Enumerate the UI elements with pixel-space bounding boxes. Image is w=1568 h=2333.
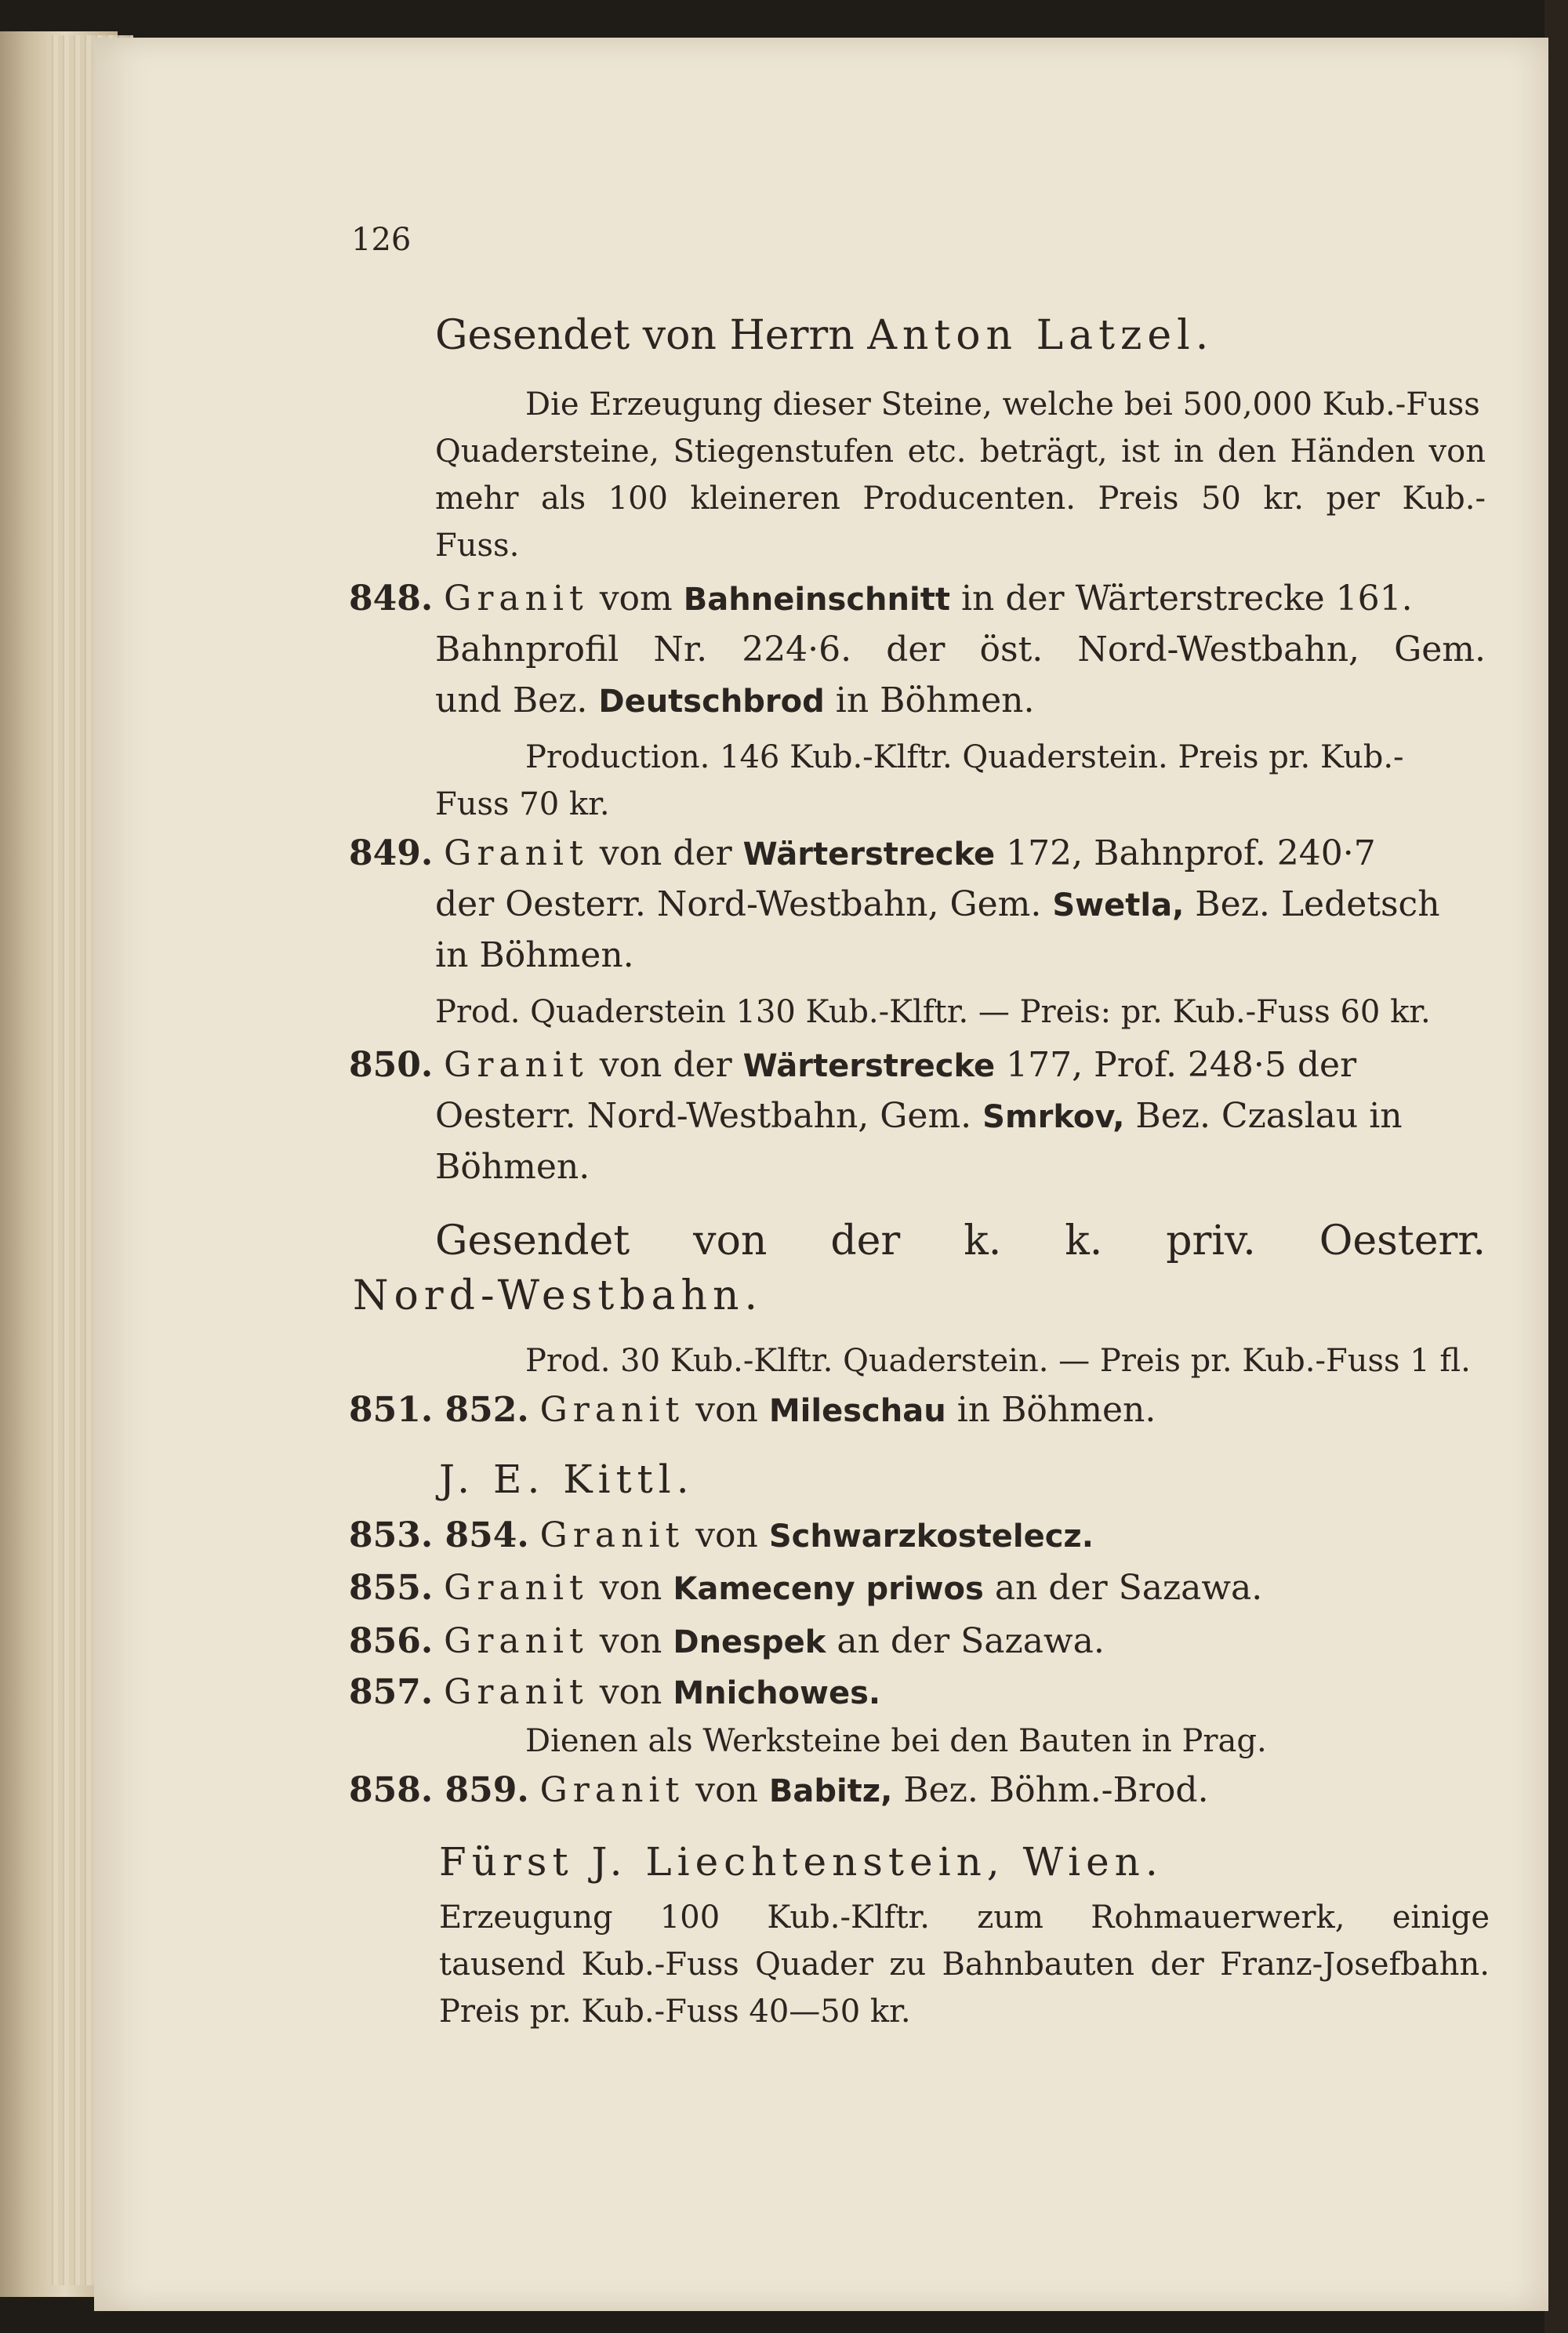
entry-word: Bez. Ledetsch: [1195, 884, 1440, 924]
entry-place: Swetla,: [1052, 887, 1185, 923]
text-line: Prod. Quaderstein 130 Kub.-Klftr. — Preis: pr. Kub.-Fuss 60 kr.: [435, 994, 1431, 1030]
text-line: Fuss.: [435, 528, 520, 564]
entry-word: in der Wärterstrecke 161.: [960, 579, 1413, 619]
entry-851-852: [349, 1390, 1156, 1430]
page-number: 126: [351, 222, 412, 258]
text-line: mehr als 100 kleineren Producenten. Preis 50 kr. per Kub.-: [435, 481, 1486, 517]
entry-857: [349, 1672, 880, 1712]
text-line: Production. 146 Kub.-Klftr. Quaderstein. Preis pr. Kub.-: [525, 739, 1404, 775]
entry-place: Deutschbrod: [598, 684, 825, 720]
heading-liechtenstein: Fürst J. Liechtenstein, Wien.: [439, 1839, 1163, 1885]
entry-number: 851. 852.: [349, 1390, 529, 1430]
text-line: [435, 1096, 1403, 1136]
entry-word: Granit: [539, 1390, 685, 1430]
entry-word: von: [695, 1390, 758, 1430]
entry-word: und Bez.: [435, 680, 588, 720]
entry-place: Schwarzkostelecz.: [768, 1518, 1094, 1555]
entry-word: Granit: [444, 1568, 589, 1608]
entry-word: Granit: [444, 579, 589, 619]
entry-place: Mnichowes.: [673, 1675, 881, 1711]
entry-855: [349, 1568, 1262, 1608]
entry-word: Bez. Böhm.-Brod.: [903, 1770, 1209, 1810]
text-line: in Böhmen.: [435, 935, 634, 975]
entry-856: [349, 1621, 1105, 1661]
entry-word: an der Sazawa.: [837, 1621, 1105, 1661]
entry-849: [349, 833, 1376, 873]
entry-number: 848.: [349, 579, 434, 619]
entry-place: Mileschau: [768, 1393, 946, 1429]
entry-number: 850.: [349, 1045, 434, 1085]
entry-place: Smrkov,: [982, 1099, 1125, 1135]
entry-word: von: [695, 1515, 758, 1555]
entry-word: Granit: [444, 1672, 589, 1712]
entry-word: von: [599, 1621, 662, 1661]
entry-word: von der: [599, 1045, 732, 1085]
text-line: Erzeugung 100 Kub.-Klftr. zum Rohmauerwerk, einige: [439, 1899, 1490, 1936]
text-line: tausend Kub.-Fuss Quader zu Bahnbauten der Franz-Josefbahn.: [439, 1947, 1490, 1983]
entry-word: Granit: [444, 1045, 589, 1085]
heading-prefix: Gesendet von Herrn: [435, 312, 855, 359]
text-line: Prod. 30 Kub.-Klftr. Quaderstein. — Preis pr. Kub.-Fuss 1 fl.: [525, 1343, 1471, 1379]
entry-word: Granit: [444, 1621, 589, 1661]
entry-place: Kameceny priwos: [673, 1571, 984, 1607]
entry-848: [349, 579, 1486, 619]
entry-word: Granit: [444, 833, 589, 873]
entry-word: an der Sazawa.: [994, 1568, 1263, 1608]
entry-place: Wärterstrecke: [742, 1048, 996, 1084]
heading-name: Anton Latzel.: [867, 312, 1214, 359]
entry-word: von: [599, 1568, 662, 1608]
text-line: Dienen als Werksteine bei den Bauten in Prag.: [525, 1723, 1267, 1759]
entry-number: 857.: [349, 1672, 434, 1712]
entry-word: der Oesterr. Nord-Westbahn, Gem.: [435, 884, 1042, 924]
heading-nordwestbahn-2: Nord-Westbahn.: [353, 1272, 764, 1319]
entry-850: [349, 1045, 1356, 1085]
entry-word: Granit: [539, 1515, 685, 1555]
entry-word: 172, Bahnprof. 240·7: [1006, 833, 1376, 873]
text-line: Quadersteine, Stiegenstufen etc. beträgt, ist in den Händen von: [435, 434, 1486, 470]
entry-word: in Böhmen.: [835, 680, 1035, 720]
entry-858-859: [349, 1770, 1209, 1810]
entry-word: 177, Prof. 248·5 der: [1006, 1045, 1357, 1085]
entry-number: 855.: [349, 1568, 434, 1608]
text-line: Fuss 70 kr.: [435, 786, 610, 822]
entry-place: Wärterstrecke: [742, 836, 996, 873]
heading-kittl: J. E. Kittl.: [439, 1457, 695, 1502]
entry-word: vom: [599, 579, 673, 619]
text-line: [435, 884, 1440, 924]
entry-word: von der: [599, 833, 732, 873]
entry-place: Dnespek: [673, 1624, 826, 1660]
entry-word: von: [599, 1672, 662, 1712]
entry-853-854: [349, 1515, 1094, 1555]
entry-word: in Böhmen.: [956, 1390, 1156, 1430]
entry-word: Granit: [539, 1770, 685, 1810]
text-line: Die Erzeugung dieser Steine, welche bei 500,000 Kub.-Fuss: [525, 386, 1480, 423]
entry-word: von: [695, 1770, 758, 1810]
text-line: Preis pr. Kub.-Fuss 40—50 kr.: [439, 1994, 911, 2030]
heading-nordwestbahn: Gesendet von der k. k. priv. Oesterr.: [435, 1217, 1486, 1264]
entry-word: Oesterr. Nord-Westbahn, Gem.: [435, 1096, 972, 1136]
entry-number: 849.: [349, 833, 434, 873]
entry-number: 853. 854.: [349, 1515, 529, 1555]
entry-place: Bahneinschnitt: [683, 582, 950, 618]
text-line: Bahnprofil Nr. 224·6. der öst. Nord-Westbahn, Gem.: [435, 630, 1486, 669]
entry-place: Babitz,: [768, 1773, 893, 1809]
heading-latzel: [435, 312, 1214, 359]
entry-word: Bez. Czaslau in: [1135, 1096, 1403, 1136]
entry-number: 858. 859.: [349, 1770, 529, 1810]
text-line: Böhmen.: [435, 1147, 590, 1187]
entry-number: 856.: [349, 1621, 434, 1661]
book-page: [94, 38, 1548, 2311]
text-line: [435, 680, 1034, 720]
